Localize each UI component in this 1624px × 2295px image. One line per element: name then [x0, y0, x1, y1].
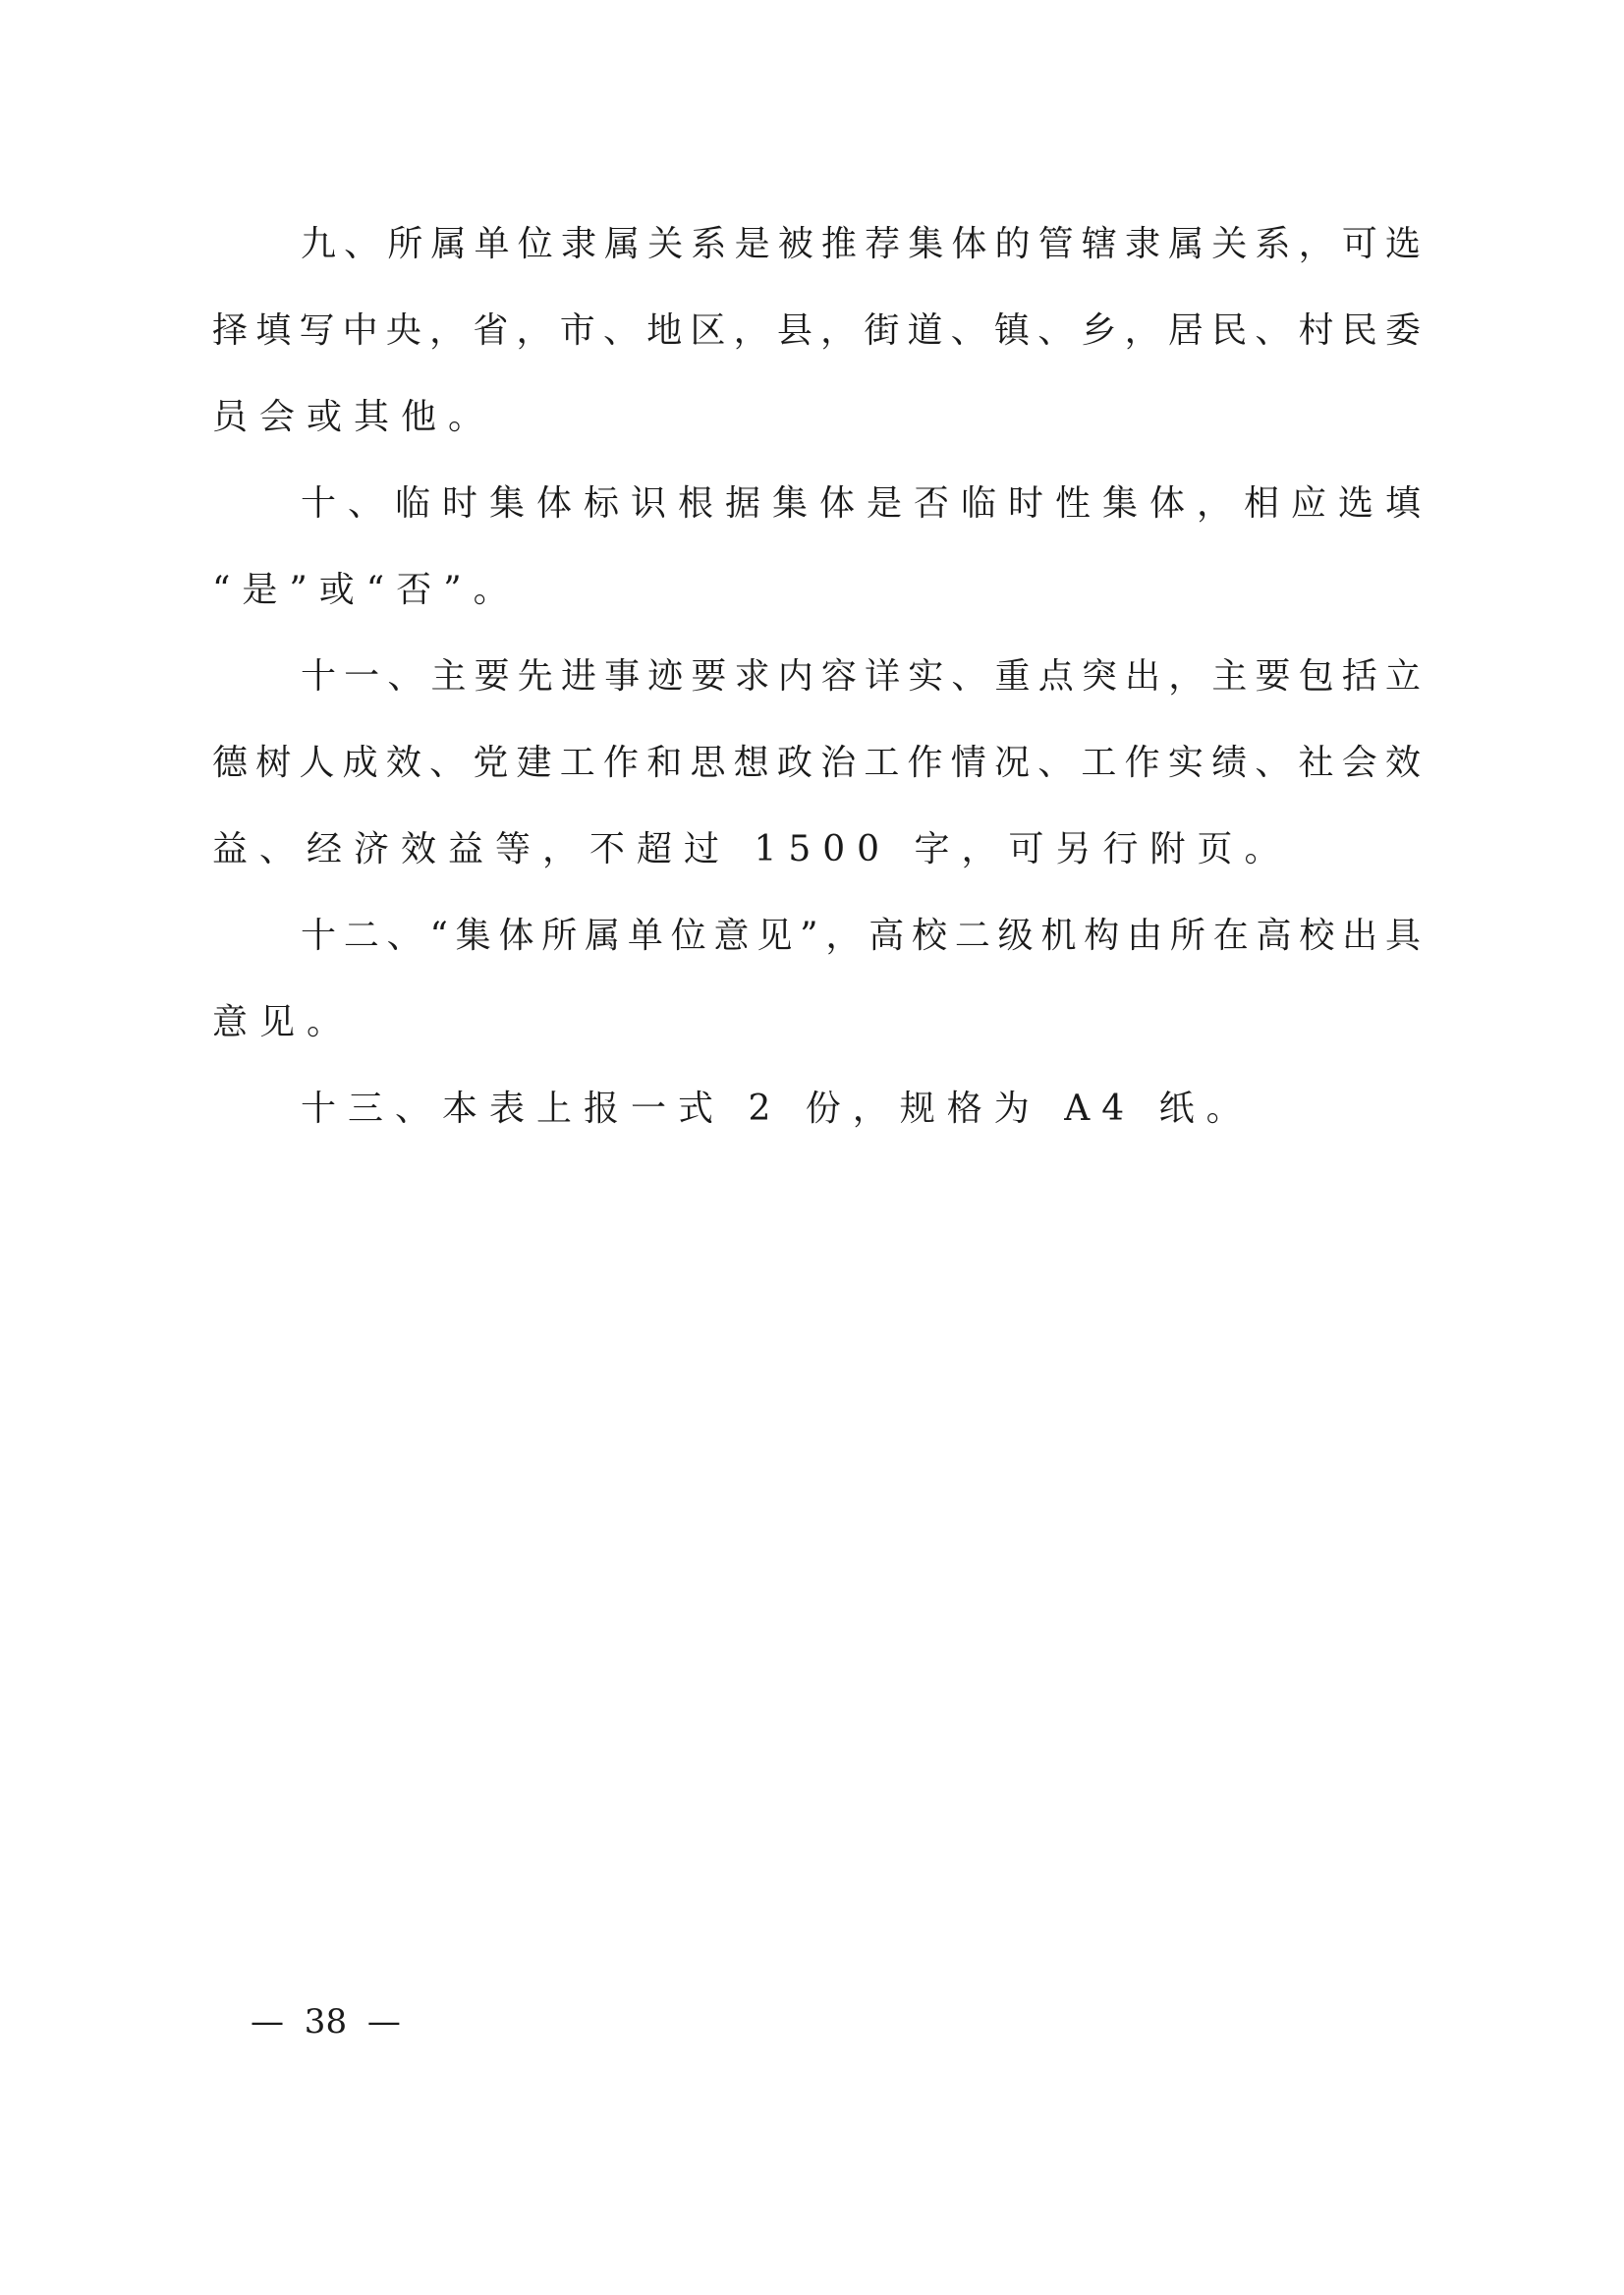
item-11-line-2: 德树人成效、党建工作和思想政治工作情况、工作实绩、社会效	[212, 743, 1421, 783]
item-10-line-1: 十、临时集体标识根据集体是否临时性集体，相应选填	[301, 483, 1421, 524]
page-number: — 38 —	[251, 2002, 401, 2042]
item-12-line-2: 意见。	[212, 1002, 355, 1042]
item-13-line-1: 十三、本表上报一式 2 份，规格为 A4 纸。	[301, 1089, 1254, 1129]
item-9-line-1: 九、所属单位隶属关系是被推荐集体的管辖隶属关系，可选	[301, 224, 1421, 264]
document-body	[212, 201, 1421, 1152]
item-11-line-3: 益、经济效益等，不超过 1500 字，可另行附页。	[212, 829, 1292, 869]
item-9-line-2: 择填写中央，省，市、地区，县，街道、镇、乡，居民、村民委	[212, 310, 1421, 351]
item-10-line-2: “是”或“否”。	[212, 570, 521, 610]
item-12-line-1: 十二、“集体所属单位意见”，高校二级机构由所在高校出具	[301, 916, 1421, 956]
item-11-line-1: 十一、主要先进事迹要求内容详实、重点突出，主要包括立	[301, 656, 1421, 697]
item-9-line-3: 员会或其他。	[212, 397, 496, 437]
